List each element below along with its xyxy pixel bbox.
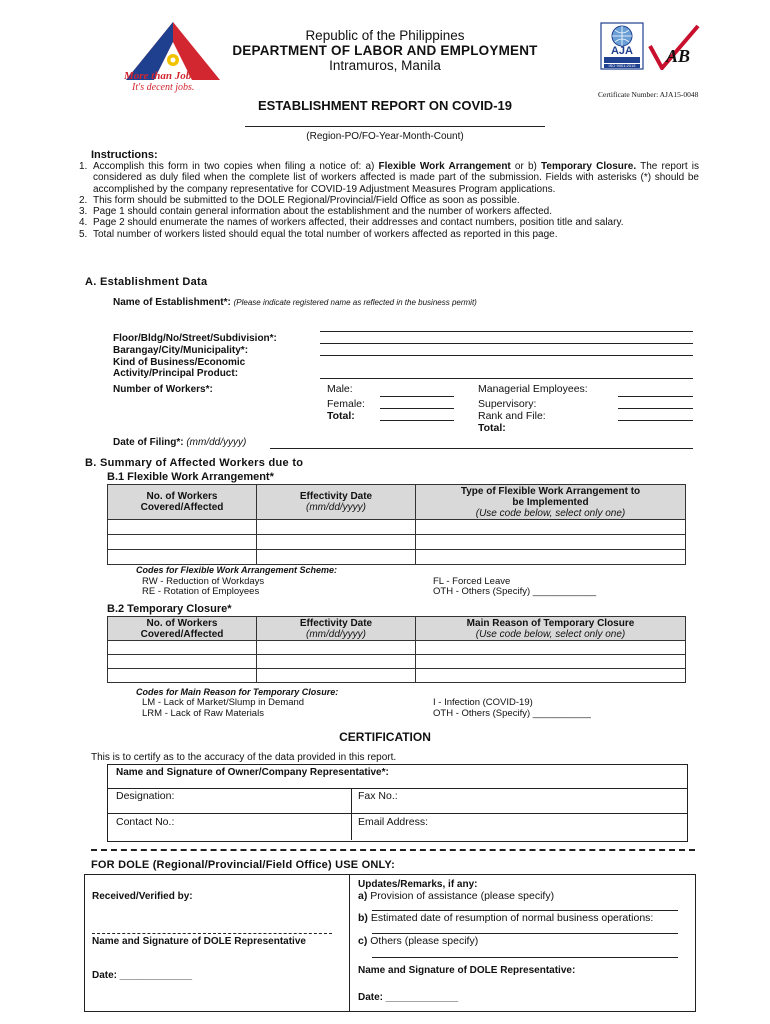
table-cell[interactable] [416,669,686,683]
table-cell[interactable] [108,655,257,669]
male-line[interactable] [380,396,454,397]
table-cell[interactable] [257,550,416,565]
certification-heading: CERTIFICATION [339,730,431,744]
b2-col-effectivity [257,617,416,641]
instruction-num: 3. [79,206,88,218]
b1-table [107,484,686,565]
date-filing-line[interactable] [270,448,693,449]
cert-divider-2 [107,813,687,814]
table-row [108,655,686,669]
dole-rep-signature-line[interactable] [92,933,332,934]
instruction-text: The report is considered as duly filed when the complete list of workers affected is made part of the submission. Fields with asterisks (*) should be accomplished by the company representative for COVID-19 Adjustment Measures Program applications. [93,161,699,195]
table-cell[interactable] [257,641,416,655]
b2-col-reason-note: (Use code below, select only one) [475,628,626,640]
aja-iso-badge [600,22,644,70]
section-a-heading: A. Establishment Data [85,276,208,288]
table-cell[interactable] [416,550,686,565]
instruction-bold-closure: Temporary Closure. [541,161,637,172]
kind-business-label-1: Kind of Business/Economic [113,357,246,368]
date-left-label[interactable]: Date: _____________ [92,970,193,981]
total-label: Total: [327,410,355,422]
owner-signature-label: Name and Signature of Owner/Company Representative*: [116,767,389,778]
table-row [108,550,686,565]
b1-col-effectivity-label: Effectivity Date [299,491,373,502]
supervisory-label: Supervisory: [478,398,537,410]
option-a[interactable] [358,890,554,902]
managerial-label: Managerial Employees: [478,383,588,395]
b1-col-type [416,485,686,520]
female-line[interactable] [380,408,454,409]
managerial-line[interactable] [618,396,693,397]
control-number-line[interactable] [245,126,545,127]
option-b[interactable] [358,912,653,924]
barangay-line[interactable] [320,355,693,356]
table-cell[interactable] [257,669,416,683]
instruction-text: Accomplish this form in two copies when filing a notice of: a) [93,161,379,172]
b1-code-rw: RW - Reduction of Workdays [142,576,265,587]
option-a-label: Provision of assistance (please specify) [370,890,555,902]
b1-code-re: RE - Rotation of Employees [142,586,260,597]
establishment-name-row [113,297,477,308]
logo-slogan-2: It's decent jobs. [132,82,195,93]
option-b-label: Estimated date of resumption of normal business operations: [370,912,654,924]
header-block [205,28,565,73]
table-cell[interactable] [108,535,257,550]
table-cell[interactable] [416,520,686,535]
b2-code-lm: LM - Lack of Market/Slump in Demand [142,697,305,708]
option-a-line[interactable] [372,910,678,911]
department-line: DEPARTMENT OF LABOR AND EMPLOYMENT [232,43,538,58]
date-right-label[interactable]: Date: _____________ [358,992,459,1003]
address-line[interactable] [320,343,693,344]
b1-title: B.1 Flexible Work Arrangement* [107,471,274,483]
kind-business-label-2: Activity/Principal Product: [113,368,239,379]
designation-label[interactable]: Designation: [116,790,175,802]
option-c-key: c) [358,935,368,947]
table-row [108,520,686,535]
iso-label: ISO 9001:2015 [608,63,636,68]
table-cell[interactable] [416,641,686,655]
b1-col-effectivity [257,485,416,520]
rank-file-label: Rank and File: [478,410,546,422]
instruction-text: Total number of workers listed should equal the total number of workers affected as reported in this page. [93,228,558,240]
option-b-line[interactable] [372,933,678,934]
instruction-num: 5. [79,228,88,240]
instruction-item [79,195,699,206]
owner-signature-field[interactable] [108,780,686,788]
option-c-line[interactable] [372,957,678,958]
form-title: ESTABLISHMENT REPORT ON COVID-19 [257,98,512,113]
email-label[interactable]: Email Address: [358,816,429,828]
section-b-heading: B. Summary of Affected Workers due to [85,457,304,469]
ab-label: AB [666,46,691,66]
b1-codes-title: Codes for Flexible Work Arrangement Scheme: [136,565,338,575]
instruction-num: 4. [79,217,88,229]
cut-line [91,849,695,851]
total-employees-label: Total: [478,422,506,434]
instruction-bold-fwa: Flexible Work Arrangement [378,161,511,172]
b1-code-oth: OTH - Others (Specify) ____________ [433,586,597,597]
instruction-text: This form should be submitted to the DOLE Regional/Provincial/Field Office as soon as possible. [93,194,520,206]
kind-business-line[interactable] [320,378,693,379]
cert-divider-1 [107,788,687,789]
establishment-name-note: (Please indicate registered name as reflected in the business permit) [233,298,477,307]
instruction-text: or b) [510,161,542,172]
establishment-name-label: Name of Establishment*: [113,297,231,308]
table-cell[interactable] [108,641,257,655]
b2-codes-title: Codes for Main Reason for Temporary Closure: [136,687,339,697]
logo-slogan-1: More than Jobs! [124,70,200,82]
dole-use-heading: FOR DOLE (Regional/Provincial/Field Office) USE ONLY: [91,859,395,871]
table-row [108,641,686,655]
dole-col-divider [349,874,350,1012]
b2-table [107,616,686,683]
updates-label: Updates/Remarks, if any: [358,879,478,890]
location-line: Intramuros, Manila [329,58,441,73]
table-cell[interactable] [108,520,257,535]
b1-col-type-label: Type of Flexible Work Arrangement to be Implemented [460,485,641,508]
b1-code-fl: FL - Forced Leave [433,576,511,587]
republic-line: Republic of the Philippines [305,28,465,43]
instructions-heading: Instructions: [91,149,158,161]
fax-label[interactable]: Fax No.: [358,790,398,802]
b1-col-type-note: (Use code below, select only one) [475,507,626,519]
date-filing-label: Date of Filing*: [113,437,184,448]
female-label: Female: [327,398,365,410]
received-label: Received/Verified by: [92,891,193,902]
cert-col-divider [351,789,352,840]
table-cell[interactable] [108,669,257,683]
b2-col-workers: No. of Workers Covered/Affected [108,617,257,641]
option-c-label: Others (please specify) [370,935,479,947]
table-cell[interactable] [108,550,257,565]
b2-col-reason-label: Main Reason of Temporary Closure [466,617,635,629]
supervisory-line[interactable] [618,408,693,409]
address-label: Floor/Bldg/No/Street/Subdivision*: [113,333,277,344]
table-cell[interactable] [257,655,416,669]
control-number-format: (Region-PO/FO-Year-Month-Count) [306,131,464,142]
instructions-list [79,161,699,240]
dole-rep-signature-right: Name and Signature of DOLE Representative: [358,965,576,976]
b2-code-lrm: LRM - Lack of Raw Materials [142,708,264,719]
option-b-key: b) [358,912,368,924]
b2-title: B.2 Temporary Closure* [107,603,232,615]
male-label: Male: [327,383,353,395]
b2-col-effectivity-label: Effectivity Date [299,617,373,629]
dole-rep-signature-label: Name and Signature of DOLE Representative [92,936,306,947]
rank-file-line[interactable] [618,420,693,421]
option-a-key: a) [358,890,368,902]
instruction-text: Page 2 should enumerate the names of workers affected, their addresses and contact numbers, position title and salary. [93,217,624,229]
b1-col-workers: No. of Workers Covered/Affected [108,485,257,520]
table-row [108,535,686,550]
establishment-name-line[interactable] [320,331,693,332]
b2-code-oth: OTH - Others (Specify) ___________ [433,708,591,719]
table-row [108,669,686,683]
ab-accreditation-logo [646,22,702,70]
instruction-text: Page 1 should contain general information about the establishment and the number of workers affected. [93,206,552,218]
table-cell[interactable] [416,655,686,669]
instruction-item [79,229,699,240]
aja-label: AJA [610,45,633,57]
table-cell[interactable] [257,520,416,535]
certificate-number: Certificate Number: AJA15-0048 [598,90,699,99]
instruction-num: 1. [79,161,88,172]
b1-col-effectivity-format: (mm/dd/yyyy) [306,502,366,513]
instruction-item [79,217,699,228]
b2-col-effectivity-format: (mm/dd/yyyy) [306,628,366,640]
b2-code-i: I - Infection (COVID-19) [433,697,533,708]
barangay-label: Barangay/City/Municipality*: [113,345,249,356]
table-cell[interactable] [257,535,416,550]
contact-label[interactable]: Contact No.: [116,816,175,828]
b2-col-reason [416,617,686,641]
date-filing-format: (mm/dd/yyyy) [186,437,247,448]
option-c[interactable] [358,935,478,947]
number-of-workers-label: Number of Workers*: [113,384,213,395]
instruction-item [79,206,699,217]
certification-statement: This is to certify as to the accuracy of the data provided in this report. [91,752,397,763]
instruction-item [79,161,699,195]
table-cell[interactable] [416,535,686,550]
date-filing-row [113,437,246,448]
instruction-num: 2. [79,194,88,206]
total-line[interactable] [380,420,454,421]
